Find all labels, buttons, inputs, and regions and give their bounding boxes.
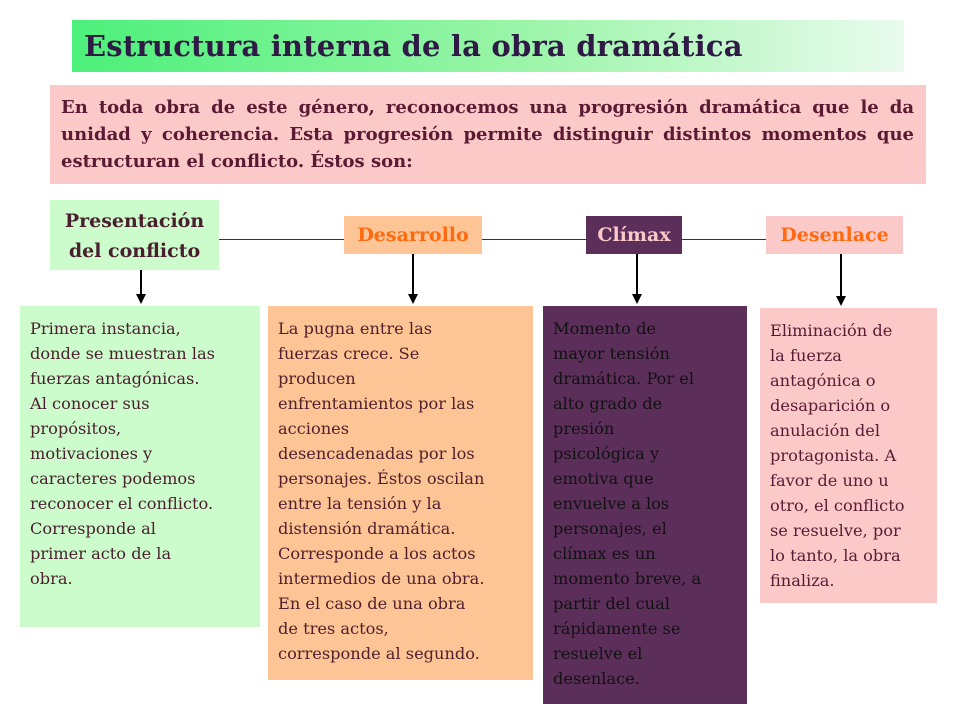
stage-label-climax: Clímax — [597, 224, 671, 246]
stage-description-desenlace: Eliminación de la fuerza antagónica o desaparición o anulación del protagonista. A favor de uno u otro, el conflicto se resuelve, por lo tanto, la obra finaliza. — [760, 308, 937, 603]
page-title: Estructura interna de la obra dramática — [84, 29, 743, 63]
stage-label-presentacion: Presentación del conflicto — [64, 210, 205, 262]
stage-header-desenlace — [766, 216, 903, 254]
stage-header-desarrollo — [344, 216, 482, 254]
arrow-down-icon — [632, 254, 642, 304]
title-banner — [72, 20, 904, 72]
stage-label-desenlace: Desenlace — [780, 224, 889, 246]
connector-line-2 — [482, 239, 586, 240]
arrow-down-icon — [408, 254, 418, 304]
stage-label-desarrollo: Desarrollo — [357, 224, 469, 246]
stage-description-climax: Momento de mayor tensión dramática. Por el alto grado de presión psicológica y emotiva que envuelve a los personajes, el clímax es un momento breve, a partir del cual rápidamente se resuelve el desenlace. — [543, 306, 747, 704]
stage-description-presentacion: Primera instancia, donde se muestran las fuerzas antagónicas. Al conocer sus propósitos, motivaciones y caracteres podemos reconocer el conflicto. Corresponde al primer acto de la obra. — [20, 306, 260, 627]
intro-text: En toda obra de este género, reconocemos una progresión dramática que le da unidad y coherencia. Esta progresión permite distinguir distintos momentos que estructuran el conflicto. Éstos son: — [50, 85, 926, 184]
connector-line-3 — [682, 239, 766, 240]
arrow-down-icon — [136, 270, 146, 304]
stage-header-climax — [586, 216, 682, 254]
stage-description-desarrollo: La pugna entre las fuerzas crece. Se producen enfrentamientos por las acciones desencadenadas por los personajes. Éstos oscilan entre la tensión y la distensión dramática. Corresponde a los actos intermedios de una obra. En el caso de una obra de tres actos, corresponde al segundo. — [268, 306, 533, 680]
connector-line-1 — [219, 239, 344, 240]
arrow-down-icon — [836, 254, 846, 306]
stage-header-presentacion — [50, 200, 219, 270]
